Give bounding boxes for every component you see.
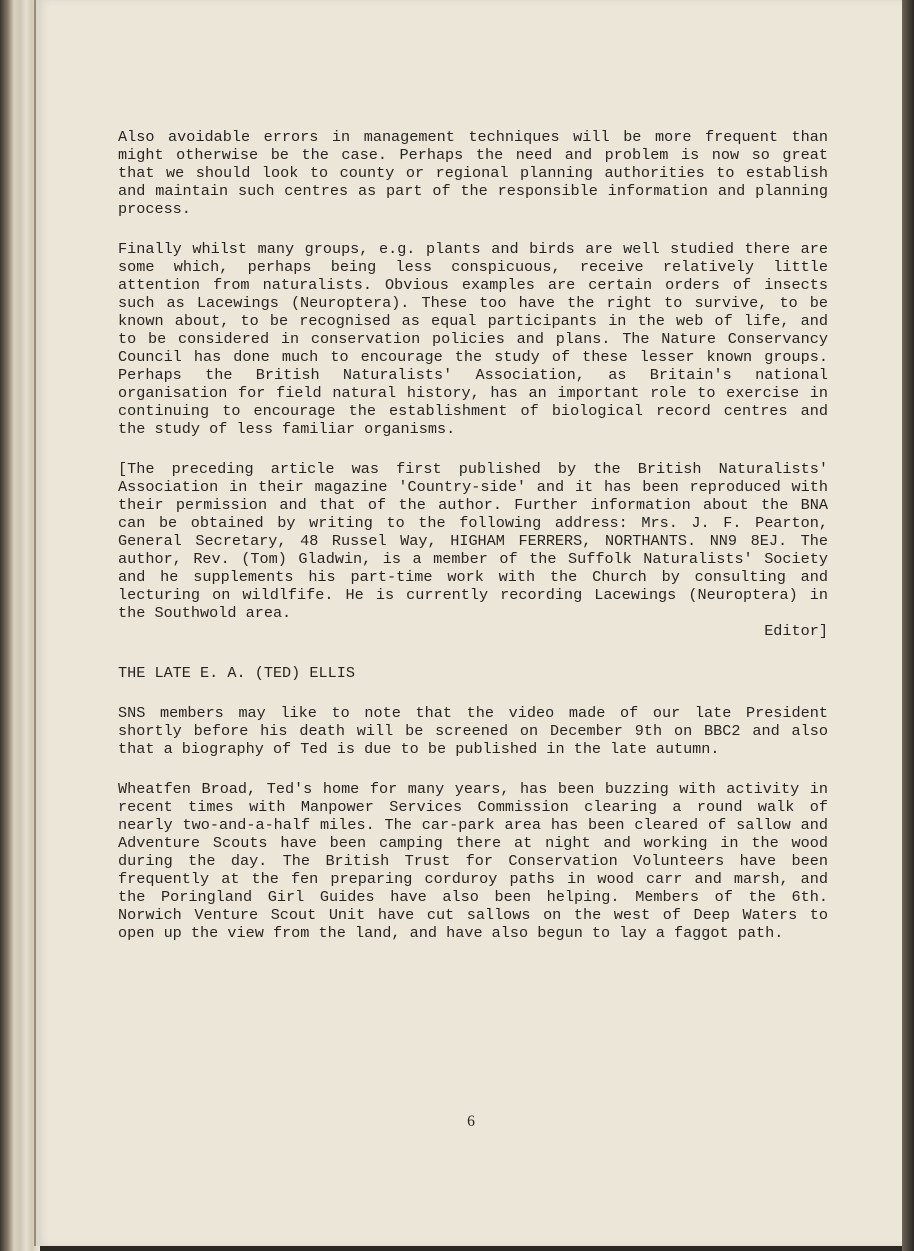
paragraph-video: SNS members may like to note that the video made of our late President shortly before his death will be screened on December 9th on BBC2 and also that a biography of Ted is due to be published in the late autumn. <box>118 704 828 758</box>
paragraph-management: Also avoidable errors in management techniques will be more frequent than might otherwise be the case. Perhaps the need and problem is now so great that we should look to county or regional planning authorities to establish and maintain such centres as part of the responsible information and planning process. <box>118 128 828 218</box>
page-number: 6 <box>467 1113 475 1130</box>
paragraph-lesser-groups: Finally whilst many groups, e.g. plants and birds are well studied there are some which, perhaps being less conspicuous, receive relatively little attention from naturalists. Obvious examples are certain orders of insects such as Lacewings (Neuroptera). These too have the right to survive, to be known about, to be recognised as equal participants in the web of life, and to be considered in conservation policies and plans. The Nature Conservancy Council has done much to encourage the study of these lesser known groups. Perhaps the British Naturalists' Association, as Britain's national organisation for field natural history, has an important role to exercise in continuing to encourage the establishment of biological record centres and the study of less familiar organisms. <box>118 240 828 438</box>
paragraph-wheatfen: Wheatfen Broad, Ted's home for many years, has been buzzing with activity in recent times with Manpower Services Commission clearing a round walk of nearly two-and-a-half miles. The car-park area has been cleared of sallow and Adventure Scouts have been camping there at night and working in the wood during the day. The British Trust for Conservation Volunteers have been frequently at the fen preparing corduroy paths in wood carr and marsh, and the Poringland Girl Guides have also been helping. Members of the 6th. Norwich Venture Scout Unit have cut sallows on the west of Deep Waters to open up the view from the land, and have also begun to lay a faggot path. <box>118 780 828 942</box>
page-content <box>118 128 828 964</box>
page-shadow-edge <box>902 0 914 1251</box>
paragraph-editor-note: [The preceding article was first published by the British Naturalists' Association in their magazine 'Country-side' and it has been reproduced with their permission and that of the author. Further information about the BNA can be obtained by writing to the following address: Mrs. J. F. Pearton, General Secretary, 48 Russel Way, HIGHAM FERRERS, NORTHANTS. NN9 8EJ. The author, Rev. (Tom) Gladwin, is a member of the Suffolk Naturalists' Society and he supplements his part-time work with the Church by consulting and lecturing on wildlfife. He is currently recording Lacewings (Neuroptera) in the Southwold area. <box>118 460 828 622</box>
editor-signoff: Editor] <box>764 622 828 640</box>
section-heading: THE LATE E. A. (TED) ELLIS <box>118 664 355 682</box>
document-page <box>34 0 906 1246</box>
